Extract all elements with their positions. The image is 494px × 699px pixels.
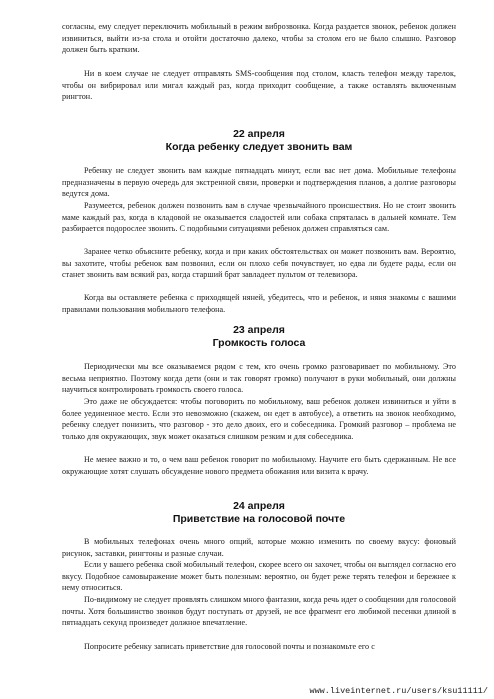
section-date: 22 апреля — [233, 128, 285, 140]
paragraph: Если у вашего ребенка свой мобильный телефон, скорее всего он захочет, чтобы он выглядел согласно его вкусу. Подобное самовыражение может быть полезным: вероятно, он будет реже терять телефон и бережнее к нему относиться. — [62, 560, 456, 593]
paragraph: Ребенку не следует звонить вам каждые пятнадцать минут, если вас нет дома. Мобильные телефоны предназначены в первую очередь для экстренной связи, проверки и подтверждения планов, а долгие разговоры ведутся дома. — [62, 166, 456, 199]
paragraph: Не менее важно и то, о чем ваш ребенок говорит по мобильному. Научите его быть сдержанным. Не все окружающие хотят слушать обсуждение нового предмета обожания или визита к врачу. — [62, 455, 456, 476]
paragraph: Разумеется, ребенок должен позвонить вам в случае чрезвычайного происшествия. Но не стоит звонить маме каждый раз, когда в кладовой не оказывается сладостей или собака спряталась в дальней комнате. Тем разбирается подорослее звонить. С подобными ситуациями ребенок должен справляться сам. — [62, 201, 456, 234]
paragraph: Заранее четко объясните ребенку, когда и при каких обстоятельствах он может позвонить вам. Вероятно, вы захотите, чтобы ребенок вам позвонил, если он плохо себя почувствует, но едва ли будете рады, если он станет звонить вам всякий раз, когда старший брат завладеет пультом от телевизора. — [62, 247, 456, 280]
section-title: Громкость голоса — [212, 337, 306, 349]
paragraph: Периодически мы все оказываемся рядом с тем, кто очень громко разговаривает по мобильному. Это весьма неприятно. Поэтому когда дети (они и так говорят громко) получают в руки мобильный, они должны научиться контролировать громкость своего голоса. — [62, 362, 456, 395]
paragraph: Это даже не обсуждается: чтобы поговорить по мобильному, ваш ребенок должен извиниться и уйти в более уединенное место. Если это невозможно (скажем, он едет в автобусе), а ответить на звонок необходимо, ребенку следует понизить, что разговор - это дело двоих, его и собеседника. Громкий разговор – проблема не только для окружающих, звук может оказаться слишком резким и для собеседника. — [62, 397, 456, 441]
footer-url: www.liveinternet.ru/users/ksu11111/ — [309, 686, 488, 696]
paragraph: Попросите ребенку записать приветствие для голосовой почты и познакомьте его с — [84, 642, 375, 651]
paragraph: Когда вы оставляете ребенка с приходящей няней, убедитесь, что и ребенок, и няня знакомы с вашими правилами пользования мобильного телефона. — [62, 293, 456, 314]
section-title: Приветствие на голосовой почте — [172, 513, 346, 525]
section-title: Когда ребенку следует звонить вам — [165, 141, 353, 153]
paragraph: Ни в коем случае не следует отправлять SMS-сообщения под столом, класть телефон между тарелок, чтобы он вибрировал или мигал каждый раз, когда приходит сообщение, а также оставлять включенным рингтон. — [62, 69, 456, 102]
paragraph: В мобильных телефонах очень много опций, которые можно изменить по своему вкусу: фоновый рисунок, заставки, рингтоны и разные случаи. — [62, 537, 456, 558]
section-date: 23 апреля — [233, 324, 285, 336]
paragraph: согласны, ему следует переключить мобильный в режим виброзвонка. Когда раздается звонок, ребенок должен извиниться, выйти из-за стола и отойти достаточно далеко, чтобы за столом его не было слышно. Разговор должен быть кратким. — [62, 22, 456, 55]
paragraph: По-видимому не следует проявлять слишком много фантазии, когда речь идет о сообщении для голосовой почты. Хотя большинство звонков будут поступать от друзей, не все фрагмент его любимой песенки длиной в пятнадцать секунд произведет должное впечатление. — [62, 595, 456, 628]
section-date: 24 апреля — [233, 500, 285, 512]
